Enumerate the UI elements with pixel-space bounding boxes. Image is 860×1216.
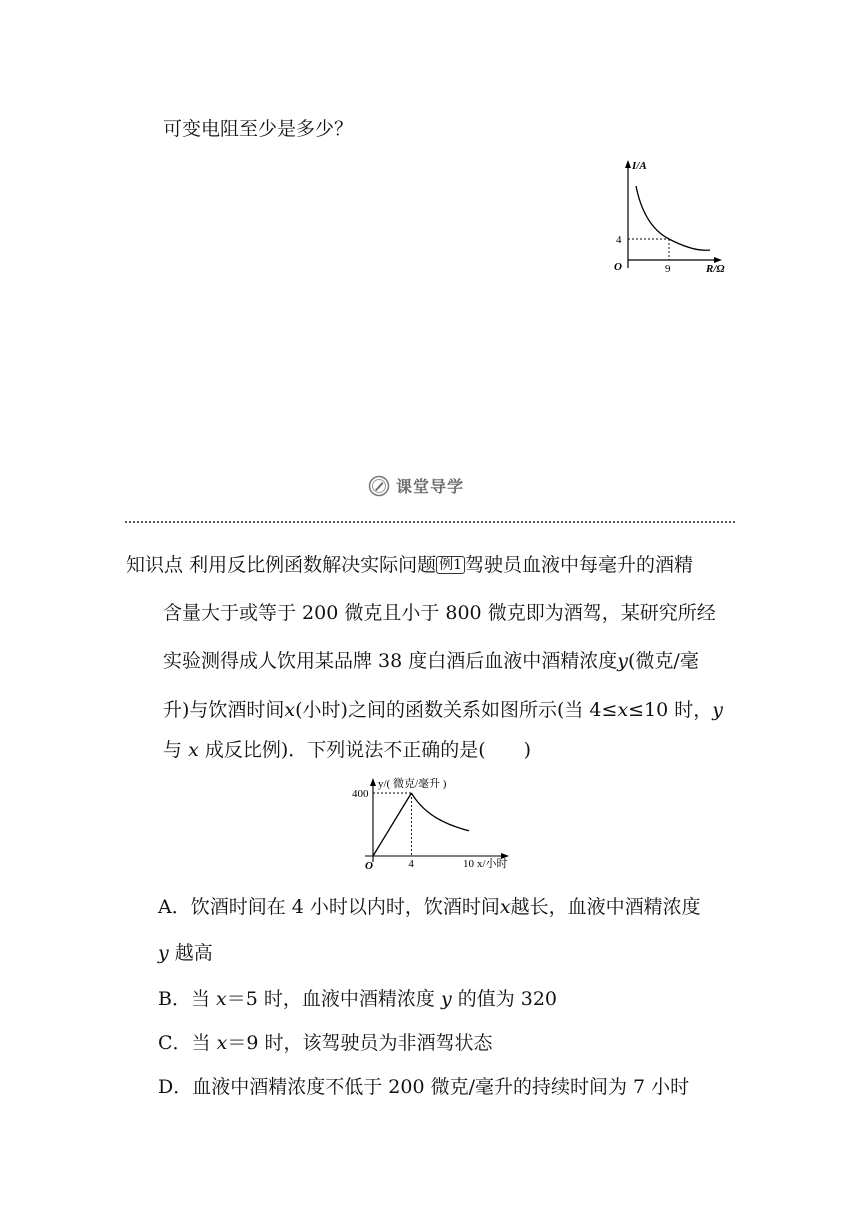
option-a[interactable] bbox=[158, 894, 701, 920]
problem-tail-text: 可变电阻至少是多少？ bbox=[163, 118, 354, 140]
option-a-line-2 bbox=[158, 940, 213, 966]
question-stem-5b: 成反比例)．下列说法不正确的是( bbox=[204, 739, 486, 761]
option-a-text: 饮酒时间在 4 小时以内时，饮酒时间 bbox=[190, 896, 500, 918]
option-b-letter: B． bbox=[158, 988, 191, 1010]
chart-origin: O bbox=[365, 860, 373, 872]
var-y: y bbox=[712, 699, 724, 721]
var-x: x bbox=[188, 739, 199, 761]
option-a-text-2: 越长，血液中酒精浓度 bbox=[510, 896, 701, 918]
option-d-text: 血液中酒精浓度不低于 200 微克/毫升的持续时间为 7 小时 bbox=[192, 1076, 690, 1098]
option-b-text: 当 bbox=[190, 988, 210, 1010]
option-d[interactable] bbox=[158, 1074, 689, 1100]
option-c-text-2: ＝9 时，该驾驶员为非酒驾状态 bbox=[227, 1032, 493, 1054]
question-line-5 bbox=[163, 737, 531, 763]
var-x: x bbox=[499, 896, 511, 918]
graph1-x-tick: 9 bbox=[665, 263, 671, 275]
graph1-origin: O bbox=[614, 261, 622, 273]
option-c-letter: C． bbox=[158, 1032, 192, 1054]
var-x: x bbox=[617, 699, 629, 721]
question-stem-3-end: (微克/毫 bbox=[628, 650, 699, 672]
var-x: x bbox=[284, 699, 296, 721]
knowledge-point-title: 利用反比例函数解决实际问题 bbox=[189, 554, 437, 576]
graph1-y-tick: 4 bbox=[616, 234, 622, 246]
var-y: y bbox=[440, 988, 452, 1010]
graph1-y-arrow bbox=[625, 160, 631, 168]
chart-x-label: x/小时 bbox=[477, 858, 508, 870]
option-a-text-3: 越高 bbox=[174, 942, 213, 964]
alcohol-concentration-chart bbox=[345, 774, 520, 874]
series-inverse-curve bbox=[411, 793, 469, 831]
question-stem-5c: ) bbox=[523, 739, 532, 761]
section-divider bbox=[125, 521, 735, 523]
question-line-3 bbox=[163, 648, 699, 674]
question-stem-3: 实验测得成人饮用某品牌 38 度白酒后血液中酒精浓度 bbox=[163, 650, 618, 672]
option-b-text-3: 的值为 320 bbox=[457, 988, 558, 1010]
option-a-letter: A． bbox=[158, 896, 191, 918]
graph1-curve bbox=[636, 186, 710, 250]
question-stem-2: 含量大于或等于 200 微克且小于 800 微克即为酒驾，某研究所经 bbox=[163, 602, 716, 624]
option-b[interactable] bbox=[158, 986, 557, 1012]
question-line-1 bbox=[126, 552, 693, 578]
section-header bbox=[368, 474, 464, 497]
question-stem-4a: 升)与饮酒时间 bbox=[163, 699, 285, 721]
x-tick-label: 4 bbox=[408, 858, 414, 870]
y-tick-label: 400 bbox=[352, 788, 369, 800]
resistance-current-graph bbox=[608, 156, 738, 276]
question-stem-1: 驾驶员血液中每毫升的酒精 bbox=[465, 554, 694, 576]
var-y: y bbox=[158, 942, 169, 964]
option-d-letter: D． bbox=[158, 1076, 193, 1098]
question-stem-5a: 与 bbox=[163, 739, 183, 761]
option-c[interactable] bbox=[158, 1030, 492, 1056]
option-c-text: 当 bbox=[191, 1032, 211, 1054]
question-stem-4b: (小时)之间的函数关系如图所示(当 4≤ bbox=[295, 699, 618, 721]
series-linear-line bbox=[373, 793, 411, 856]
example-badge: 例1 bbox=[436, 556, 465, 574]
var-x: x bbox=[216, 988, 227, 1010]
chart-y-arrow bbox=[370, 778, 376, 786]
knowledge-point-label: 知识点 bbox=[126, 554, 184, 576]
chart-y-label: y/( 微克/毫升 ) bbox=[378, 778, 447, 790]
var-x: x bbox=[216, 1032, 228, 1054]
x-tick-label: 10 bbox=[463, 858, 474, 870]
graph1-x-label: R/Ω bbox=[706, 263, 725, 275]
option-b-text-2: ＝5 时，血液中酒精浓度 bbox=[226, 988, 435, 1010]
question-stem-4c: ≤10 时， bbox=[628, 699, 713, 721]
var-y: y bbox=[617, 650, 628, 672]
section-header-label: 课堂导学 bbox=[396, 477, 465, 496]
question-line-4 bbox=[163, 697, 723, 723]
pen-circle-icon bbox=[368, 475, 390, 497]
graph1-y-label: I/A bbox=[632, 160, 647, 172]
